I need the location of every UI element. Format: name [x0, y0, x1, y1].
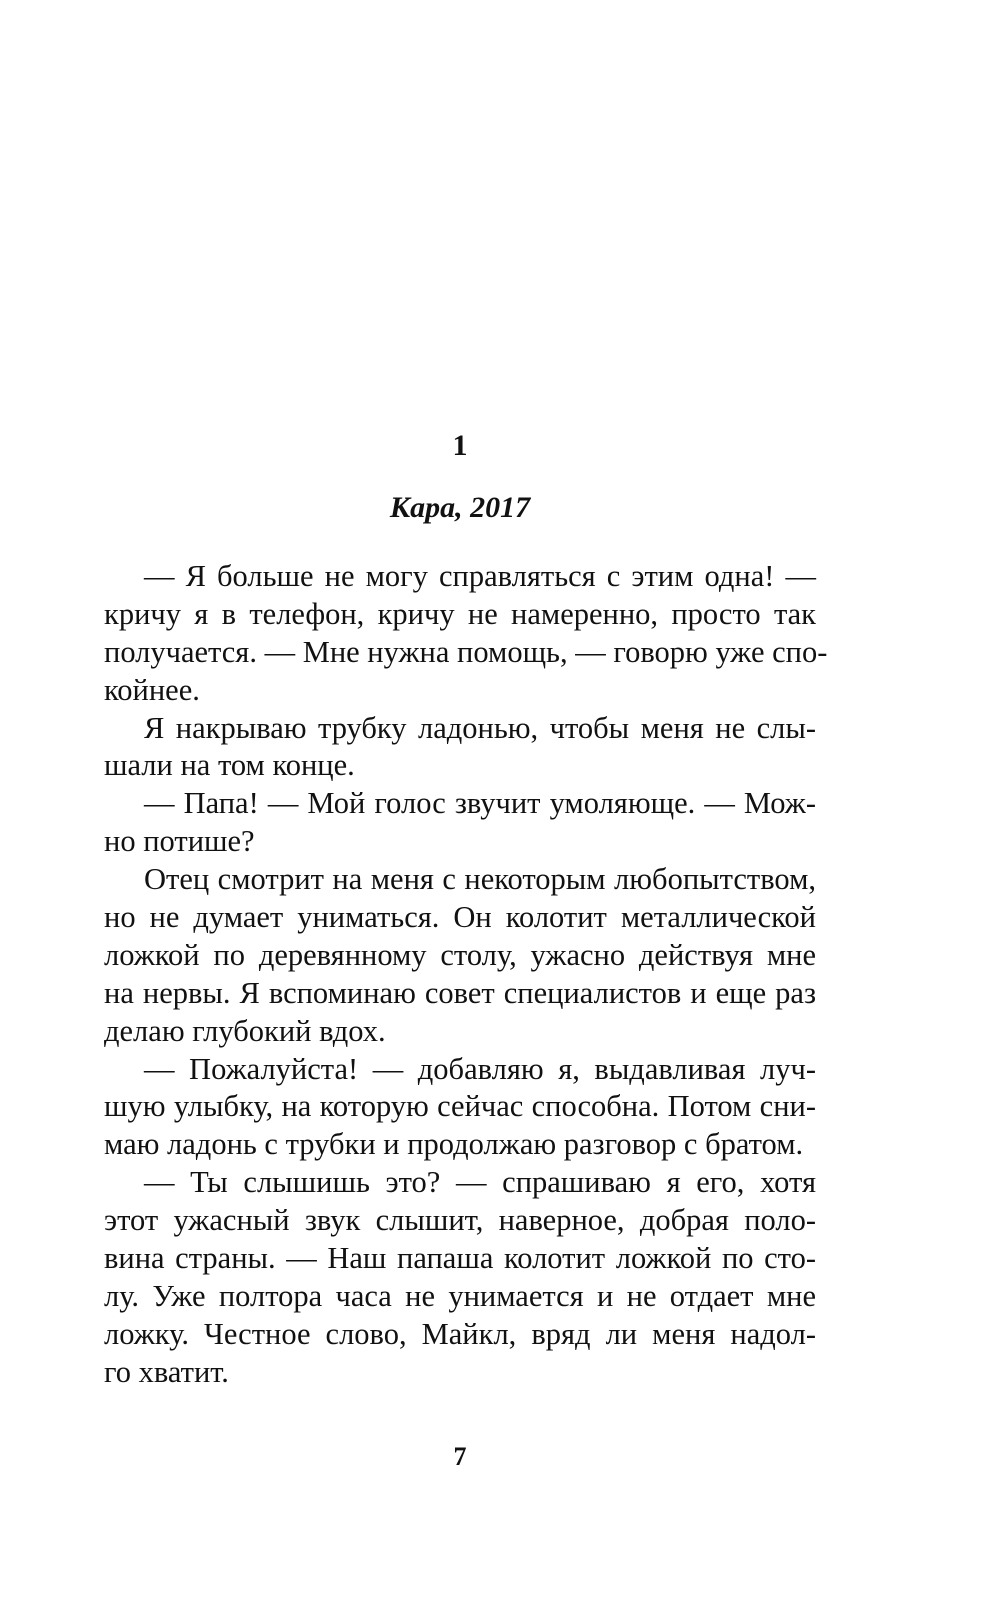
text-line: ложку. Честное слово, Майкл, вряд ли меня надол-	[104, 1316, 816, 1351]
text-line: лу. Уже полтора часа не унимается и не отдает мне	[104, 1278, 816, 1313]
text-line: ложкой по деревянному столу, ужасно действуя мне	[104, 937, 816, 972]
text-line: кричу я в телефон, кричу не намеренно, просто так	[104, 596, 816, 631]
text-line: на нервы. Я вспоминаю совет специалистов и еще раз	[104, 975, 816, 1010]
paragraph	[104, 710, 816, 786]
chapter-number: 1	[452, 429, 468, 462]
text-line: но не думает униматься. Он колотит металлической	[104, 900, 816, 935]
text-line: делаю глубокий вдох.	[104, 1013, 386, 1048]
page-number: 7	[453, 1442, 467, 1471]
paragraph	[104, 1051, 816, 1165]
text-line: этот ужасный звук слышит, наверное, добрая поло-	[104, 1203, 816, 1238]
body-text	[104, 558, 828, 1392]
paragraph	[104, 558, 828, 710]
text-line: го хватит.	[104, 1354, 229, 1389]
paragraph	[104, 785, 816, 861]
text-line: получается. — Мне нужна помощь, — говорю уже спо-	[104, 634, 828, 669]
chapter-title: Кара, 2017	[389, 491, 531, 524]
text-line: но потише?	[104, 824, 255, 859]
text-line: — Я больше не могу справляться с этим одна! —	[144, 559, 816, 593]
text-line: — Пожалуйста! — добавляю я, выдавливая луч-	[144, 1051, 816, 1086]
text-line: вина страны. — Наш папаша колотит ложкой по сто-	[104, 1241, 816, 1276]
text-line: маю ладонь с трубки и продолжаю разговор с братом.	[104, 1127, 804, 1162]
text-line: койнее.	[104, 672, 200, 707]
text-line: шую улыбку, на которую сейчас способна. Потом сни-	[104, 1089, 816, 1124]
text-line: Я накрываю трубку ладонью, чтобы меня не слы-	[144, 710, 816, 745]
paragraph	[104, 861, 816, 1050]
paragraph	[104, 1164, 816, 1391]
text-line: — Ты слышишь это? — спрашиваю я его, хотя	[144, 1165, 816, 1200]
text-line: Отец смотрит на меня с некоторым любопытством,	[144, 862, 816, 897]
text-line: — Папа! — Мой голос звучит умоляюще. — Мож-	[144, 786, 816, 821]
text-line: шали на том конце.	[104, 748, 355, 783]
